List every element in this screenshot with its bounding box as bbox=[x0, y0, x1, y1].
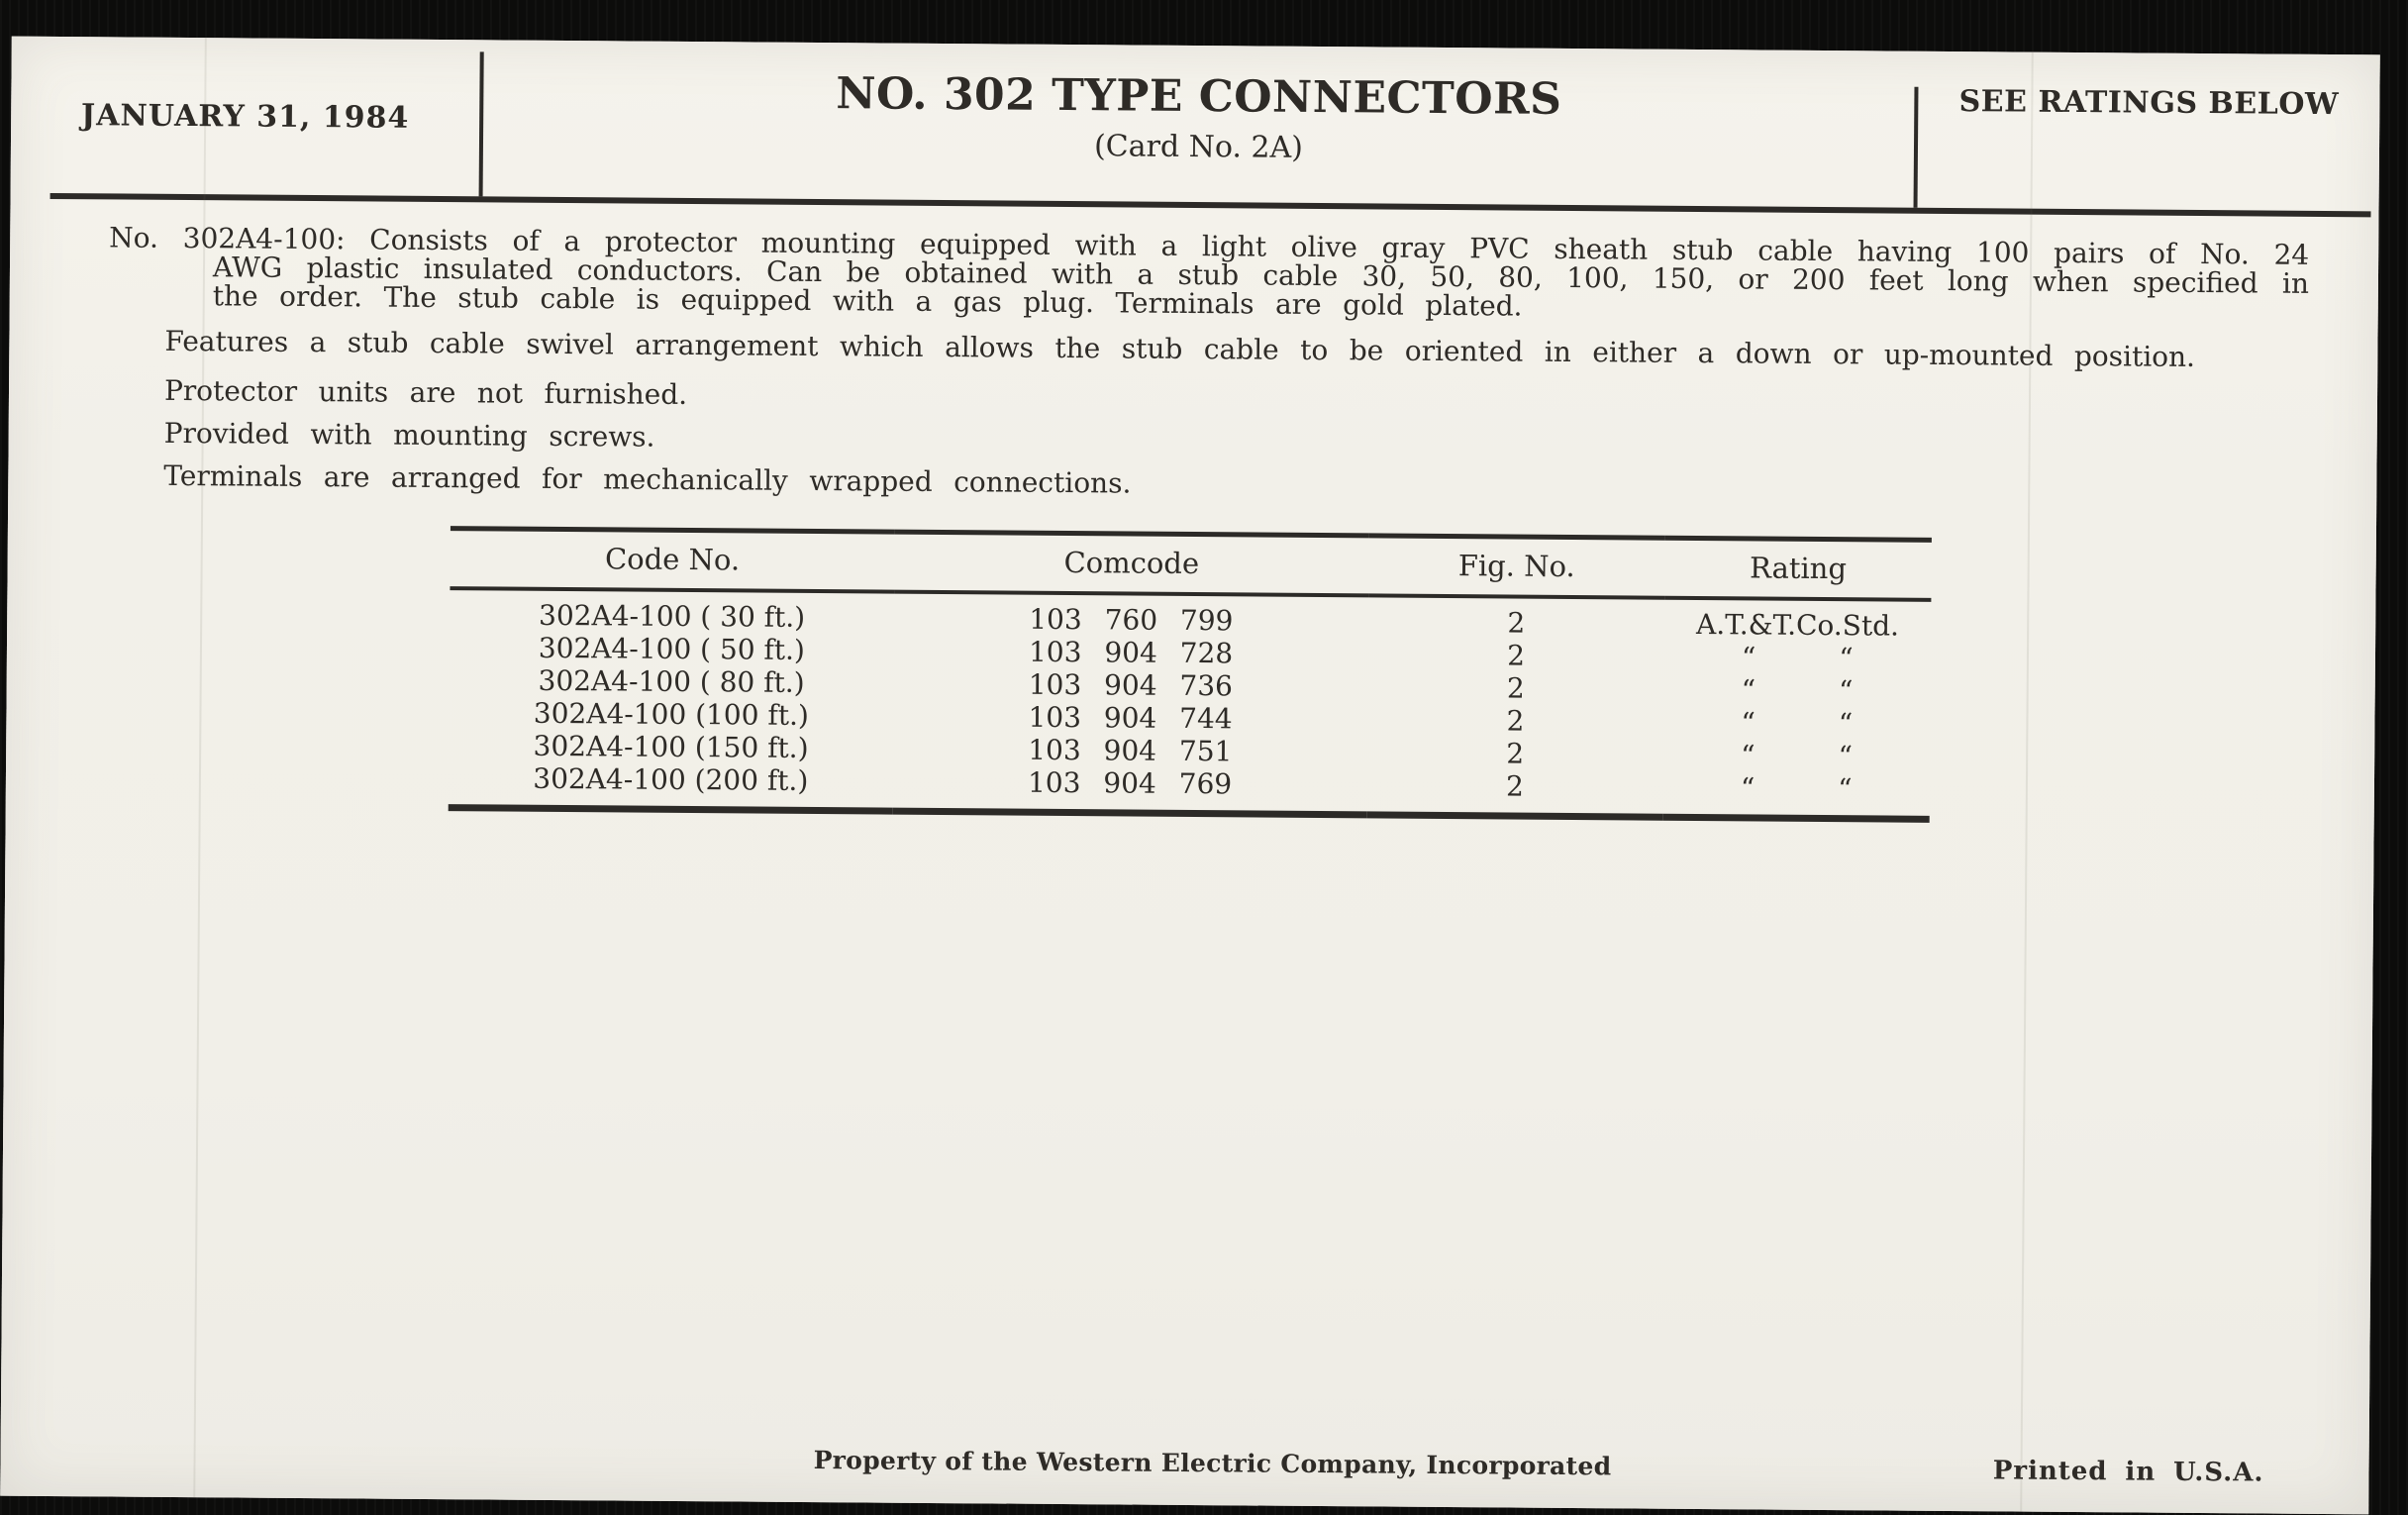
code-no-cell: 302A4-100 ( 50 ft.) bbox=[538, 631, 806, 666]
page-subtitle: (Card No. 2A) bbox=[1093, 129, 1304, 165]
comcode-cell: 103 904 736 bbox=[1028, 667, 1234, 703]
paragraph: Terminals are arranged for mechanically wrapped connections. bbox=[163, 458, 1132, 500]
comcode-cell: 103 760 799 bbox=[1029, 602, 1234, 638]
code-no-cell: 302A4-100 ( 30 ft.) bbox=[538, 598, 806, 634]
column-header: Comcode bbox=[894, 532, 1368, 595]
fig-no-cell: 2 bbox=[1506, 704, 1525, 738]
column-header: Code No. bbox=[450, 529, 894, 592]
document-page bbox=[0, 37, 2380, 1515]
code-no-cell: 302A4-100 (100 ft.) bbox=[533, 696, 809, 732]
column-header: Fig. No. bbox=[1368, 536, 1665, 598]
body-paragraphs bbox=[8, 223, 2378, 508]
comcode-cell: 103 904 728 bbox=[1028, 635, 1234, 670]
card-date: JANUARY 31, 1984 bbox=[80, 97, 410, 136]
paragraph: Provided with mounting screws. bbox=[163, 416, 655, 454]
fig-no-cell: 2 bbox=[1506, 737, 1525, 770]
card-header bbox=[11, 37, 2380, 212]
fig-no-cell: 2 bbox=[1507, 639, 1526, 672]
ratings-table-body bbox=[449, 588, 1932, 819]
comcode-cell: 103 904 751 bbox=[1028, 733, 1233, 768]
rating-cell: “ “ bbox=[1741, 739, 1853, 773]
footer-printed-note: Printed in U.S.A. bbox=[1992, 1456, 2264, 1488]
paragraph: Protector units are not furnished. bbox=[163, 373, 688, 411]
rating-cell: “ “ bbox=[1741, 673, 1854, 708]
comcode-cell: 103 904 744 bbox=[1028, 700, 1233, 736]
rating-cell: “ “ bbox=[1741, 641, 1854, 675]
footer-property-notice: Property of the Western Electric Company, Incorporated bbox=[813, 1446, 1612, 1481]
fig-no-cell: 2 bbox=[1505, 769, 1525, 803]
code-no-cell: 302A4-100 (200 ft.) bbox=[533, 761, 809, 797]
code-no-cell: 302A4-100 ( 80 ft.) bbox=[538, 663, 805, 699]
header-title-block bbox=[483, 40, 1915, 207]
comcode-cell: 103 904 769 bbox=[1027, 765, 1233, 801]
fig-no-cell: 2 bbox=[1507, 606, 1526, 640]
rating-cell: “ “ bbox=[1741, 706, 1854, 741]
ratings-note: SEE RATINGS BELOW bbox=[1958, 84, 2340, 123]
rating-cell: A.T.&T.Co.Std. bbox=[1695, 608, 1900, 643]
paragraph: No. 302A4-100: Consists of a protector mounting equipped with a light olive gray PVC sheath stub cable having 100 pairs of No. 24 AWG plastic insulated conductors. Can be obtained with a stub cable 30, 50, 80, 100, 150, or 200 feet long when specified in the order. The stub cable is equipped with a gas plug. Terminals are gold plated. bbox=[109, 221, 2310, 323]
column-header: Rating bbox=[1664, 538, 1932, 600]
fig-no-cell: 2 bbox=[1506, 671, 1525, 705]
ratings-table bbox=[449, 526, 1932, 823]
paragraph: Features a stub cable swivel arrangement which allows the stub cable to be oriented in either a down or up-mounted position. bbox=[164, 324, 2196, 373]
page-title: NO. 302 TYPE CONNECTORS bbox=[836, 68, 1562, 125]
rating-cell: “ “ bbox=[1740, 771, 1853, 806]
code-no-cell: 302A4-100 (150 ft.) bbox=[533, 729, 809, 764]
